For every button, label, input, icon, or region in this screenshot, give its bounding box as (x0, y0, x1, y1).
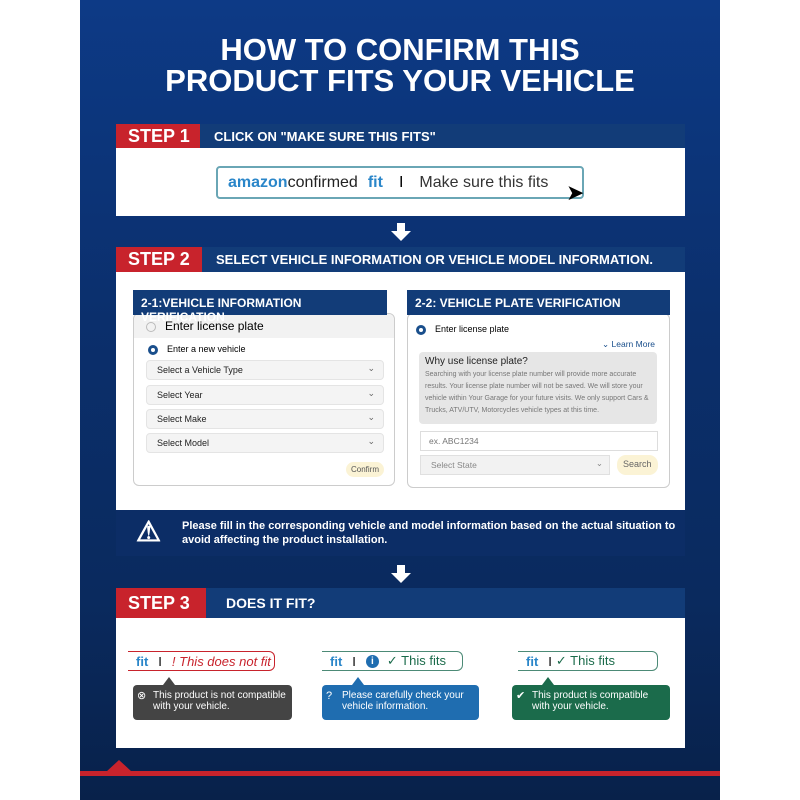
select-label: Select a Vehicle Type (157, 365, 243, 375)
option-label: Enter a new vehicle (167, 344, 246, 354)
fit-text: fit (526, 653, 539, 669)
step3-title: DOES IT FIT? (226, 595, 316, 611)
check-info-tooltip (322, 685, 479, 720)
step1-label: STEP 1 (116, 124, 200, 148)
amazon-logo-text: amazon (228, 173, 288, 191)
status-text: ✓ This fits (555, 653, 615, 668)
state-select[interactable] (420, 455, 610, 475)
year-select[interactable] (146, 385, 384, 405)
step3-label: STEP 3 (116, 588, 206, 618)
vehicle-type-select[interactable] (146, 360, 384, 380)
step2-header (116, 247, 685, 272)
status-text: ! This does not fit (171, 653, 271, 669)
new-vehicle-option[interactable] (134, 338, 394, 361)
down-arrow-icon (391, 223, 411, 243)
step2-label: STEP 2 (116, 247, 202, 272)
compatible-tooltip (512, 685, 670, 720)
fit-text: fit (136, 653, 149, 669)
separator: I (352, 653, 356, 669)
status-text: ✓ This fits (386, 653, 446, 668)
select-label: Select State (431, 460, 477, 470)
separator: I (548, 653, 552, 669)
plate-title: 2-2: VEHICLE PLATE VERIFICATION (407, 290, 670, 315)
chevron-down-icon: ⌄ (367, 436, 375, 446)
radio-selected-icon[interactable] (416, 325, 426, 335)
footer-notch (106, 760, 132, 772)
fit-text: fit (367, 173, 383, 191)
footer-line (80, 771, 720, 776)
step1-header (116, 124, 685, 148)
make-sure-fits-link[interactable]: Make sure this fits (419, 173, 549, 191)
make-select[interactable] (146, 409, 384, 429)
warning-text: Please fill in the corresponding vehicle and model information based on the actual situation to avoid affecting the product installation. (182, 520, 676, 546)
confirm-button[interactable]: Confirm (346, 462, 384, 477)
step1-panel (116, 148, 685, 216)
learn-more-label: Learn More (611, 339, 655, 349)
select-label: Select Model (157, 438, 210, 448)
warning-banner (116, 510, 685, 556)
not-fit-indicator (128, 651, 275, 671)
vehicle-info-card (133, 313, 395, 486)
chevron-down-icon: ⌄ (367, 412, 375, 422)
separator: I (158, 653, 162, 669)
model-select[interactable] (146, 433, 384, 453)
not-compatible-tooltip (133, 685, 292, 720)
why-text: Searching with your license plate number will provide more accurate results. Your license plate number will not be saved. We will store your vehicle within Your Garage for your future visits. We only support Cars & Trucks, ATV/UTV, Motorcycles vehicle types at this time. (425, 371, 649, 414)
info-icon: i (366, 655, 379, 668)
plate-card (407, 313, 670, 488)
page-title: HOW TO CONFIRM THIS PRODUCT FITS YOUR VEHICLE (165, 32, 635, 98)
tip-text: This product is compatible with your vehicle. (532, 690, 649, 712)
separator: I (398, 173, 404, 191)
option-label: Enter license plate (435, 324, 510, 334)
select-label: Select Year (157, 390, 203, 400)
why-plate-info (419, 352, 657, 424)
make-sure-fits-button[interactable] (216, 166, 584, 199)
down-arrow-icon (391, 565, 411, 585)
search-button[interactable]: Search (617, 455, 658, 475)
chevron-down-icon: ⌄ (602, 339, 612, 349)
option-label: Enter license plate (165, 319, 264, 333)
question-circle-icon: ? (326, 690, 333, 702)
chevron-down-icon: ⌄ (367, 363, 375, 373)
plate-input[interactable] (420, 431, 658, 451)
select-label: Select Make (157, 414, 207, 424)
check-info-indicator (322, 651, 463, 671)
radio-selected-icon[interactable] (148, 345, 158, 355)
x-circle-icon: ⊗ (137, 690, 147, 702)
tip-text: This product is not compatible with your vehicle. (153, 690, 286, 712)
step2-title: SELECT VEHICLE INFORMATION OR VEHICLE MODEL INFORMATION. (216, 252, 653, 267)
confirmed-text: confirmed (287, 173, 358, 191)
check-circle-icon: ✔ (516, 690, 526, 702)
warning-icon: ⚠ (136, 516, 162, 547)
learn-more-link[interactable] (602, 339, 655, 350)
step2-panel (116, 272, 685, 510)
chevron-down-icon: ⌄ (595, 458, 603, 468)
chevron-down-icon: ⌄ (367, 388, 375, 398)
step3-header (116, 588, 685, 618)
vehicle-info-title: 2-1:VEHICLE INFORMATION VERIFICATION (133, 290, 387, 315)
step3-panel (116, 618, 685, 748)
cursor-icon: ➤ (566, 180, 585, 205)
step1-title: CLICK ON "MAKE SURE THIS FITS" (214, 128, 436, 144)
why-title: Why use license plate? (425, 356, 528, 367)
fit-text: fit (330, 653, 343, 669)
tip-text: Please carefully check your vehicle information. (342, 690, 464, 712)
fits-indicator (518, 651, 658, 671)
